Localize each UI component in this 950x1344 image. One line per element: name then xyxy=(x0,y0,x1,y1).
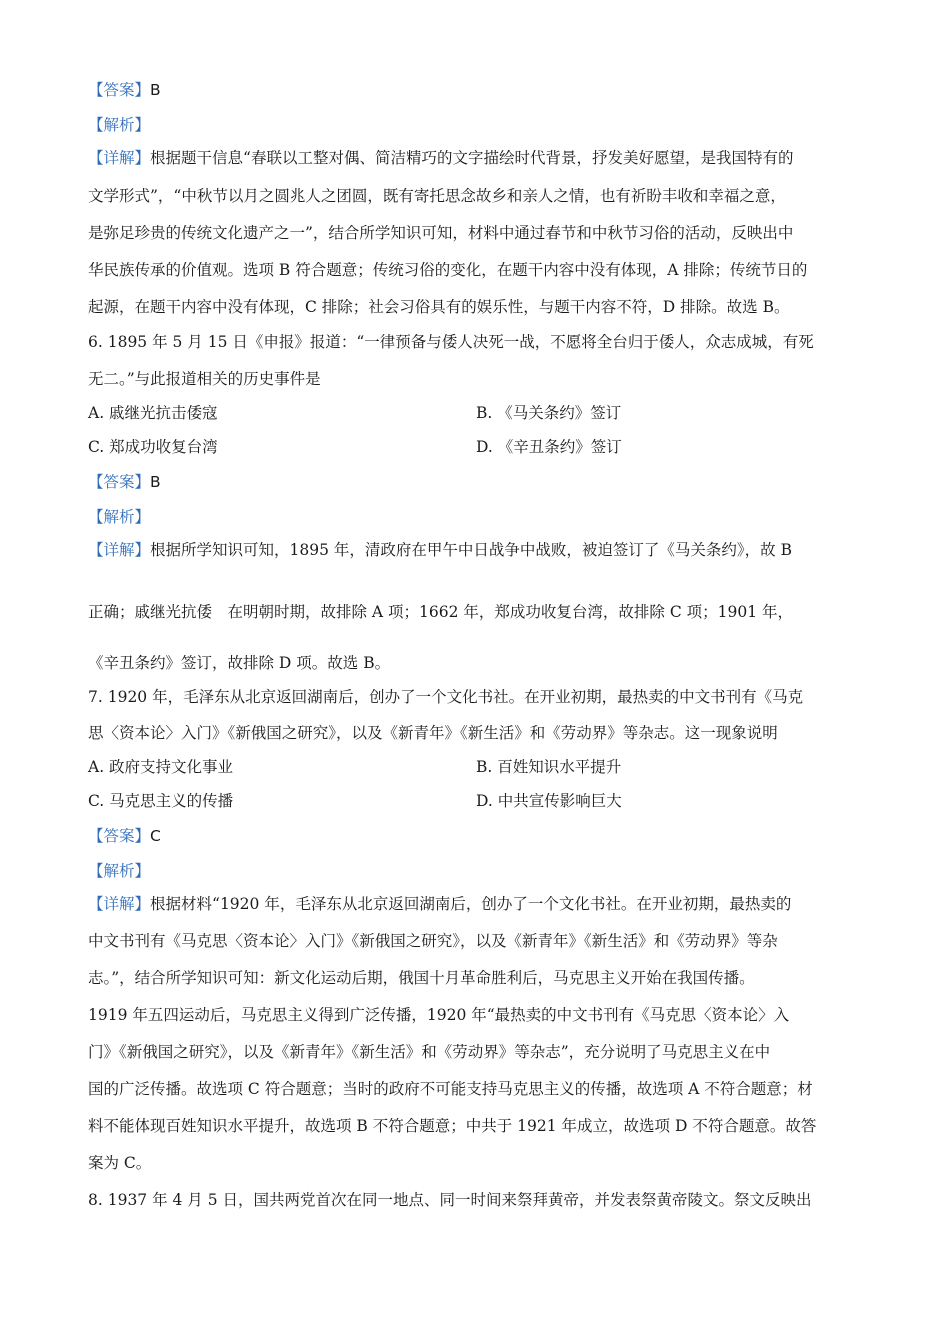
q6-stem-line-2: 无二。”与此报道相关的历史事件是 xyxy=(88,370,321,388)
q5-analysis-label xyxy=(88,114,863,136)
q7-detail-line-6: 国的广泛传播。故选项 C 符合题意；当时的政府不可能支持马克思主义的传播，故选项 A 不符合题意；材 xyxy=(88,1080,813,1098)
q7-detail-line-4: 1919 年五四运动后，马克思主义得到广泛传播，1920 年“最热卖的中文书刊有《马克思〈资本论〉入 xyxy=(88,1006,790,1024)
answer-label: 【答案】 xyxy=(88,473,151,491)
analysis-label: 【解析】 xyxy=(88,508,151,526)
q7-option-c: C. 马克思主义的传播 xyxy=(88,792,234,810)
q7-option-a: A. 政府支持文化事业 xyxy=(88,758,234,776)
q6-detail-line-2: 正确；戚继光抗倭 在明朝时期，故排除 A 项；1662 年，郑成功收复台湾，故排除 C 项；1901 年， xyxy=(88,603,794,621)
analysis-label: 【解析】 xyxy=(88,862,151,880)
q7-detail-line-8: 案为 C。 xyxy=(88,1154,152,1172)
q5-detail-line-3: 是弥足珍贵的传统文化遗产之一”，结合所学知识可知，材料中通过春节和中秋节习俗的活动，反映出中 xyxy=(88,224,794,242)
q5-detail-line-2: 文学形式”，“中秋节以月之圆兆人之团圆，既有寄托思念故乡和亲人之情，也有祈盼丰收和幸福之意， xyxy=(88,187,786,205)
q5-detail-line-4: 华民族传承的价值观。选项 B 符合题意；传统习俗的变化，在题干内容中没有体现，A 排除；传统节日的 xyxy=(88,261,808,279)
q5-answer-line xyxy=(88,79,863,101)
q6-detail-line-3: 《辛丑条约》签订，故排除 D 项。故选 B。 xyxy=(88,654,391,672)
q6-option-b: B. 《马关条约》签订 xyxy=(476,404,622,422)
analysis-label: 【解析】 xyxy=(88,116,151,134)
q7-detail-line-5: 门》《新俄国之研究》，以及《新青年》《新生活》和《劳动界》等杂志”，充分说明了马克思主义在中 xyxy=(88,1043,771,1061)
q7-analysis-label xyxy=(88,860,863,882)
q6-option-d: D. 《辛丑条约》签订 xyxy=(476,438,622,456)
q7-stem-line-1: 7. 1920 年，毛泽东从北京返回湖南后，创办了一个文化书社。在开业初期，最热卖的中文书刊有《马克 xyxy=(88,688,804,706)
q8-stem-line-1: 8. 1937 年 4 月 5 日，国共两党首次在同一地点、同一时间来祭拜黄帝，并发表祭黄帝陵文。祭文反映出 xyxy=(88,1191,812,1209)
q6-analysis-label xyxy=(88,506,863,528)
detail-label: 【详解】 xyxy=(88,541,151,559)
q6-answer-line xyxy=(88,471,863,493)
q7-option-b: B. 百姓知识水平提升 xyxy=(476,758,622,776)
q6-stem-line-1: 6. 1895 年 5 月 15 日《申报》报道：“一律预备与倭人决死一战，不愿将全台归于倭人，众志成城，有死 xyxy=(88,333,814,351)
q6-option-a: A. 戚继光抗击倭寇 xyxy=(88,404,218,422)
detail-label: 【详解】 xyxy=(88,149,151,167)
q7-detail-line-2: 中文书刊有《马克思〈资本论〉入门》《新俄国之研究》，以及《新青年》《新生活》和《劳动界》等杂 xyxy=(88,932,778,950)
q5-detail-line-5: 起源，在题干内容中没有体现，C 排除；社会习俗具有的娱乐性，与题干内容不符，D 排除。故选 B。 xyxy=(88,298,790,316)
q6-detail-line-1: 【详解】根据所学知识可知，1895 年，清政府在甲午中日战争中战败，被迫签订了《马关条约》，故 B xyxy=(88,541,792,559)
q7-answer-value: C xyxy=(150,827,161,845)
q6-option-c: C. 郑成功收复台湾 xyxy=(88,438,218,456)
detail-label: 【详解】 xyxy=(88,895,151,913)
q7-detail-line-7: 料不能体现百姓知识水平提升，故选项 B 不符合题意；中共于 1921 年成立，故选项 D 不符合题意。故答 xyxy=(88,1117,817,1135)
q5-answer-value: B xyxy=(150,81,161,99)
q7-stem-line-2: 思〈资本论〉入门》《新俄国之研究》，以及《新青年》《新生活》和《劳动界》等杂志。这一现象说明 xyxy=(88,724,778,742)
q7-option-d: D. 中共宣传影响巨大 xyxy=(476,792,622,810)
q6-answer-value: B xyxy=(150,473,161,491)
q7-answer-line xyxy=(88,825,863,847)
q5-detail-line-1: 【详解】根据题干信息“春联以工整对偶、简洁精巧的文字描绘时代背景，抒发美好愿望，是我国特有的 xyxy=(88,149,794,167)
q7-detail-line-1: 【详解】根据材料“1920 年，毛泽东从北京返回湖南后，创办了一个文化书社。在开业初期，最热卖的 xyxy=(88,895,792,913)
answer-label: 【答案】 xyxy=(88,827,151,845)
q7-detail-line-3: 志。”，结合所学知识可知：新文化运动后期，俄国十月革命胜利后，马克思主义开始在我国传播。 xyxy=(88,969,755,987)
answer-label: 【答案】 xyxy=(88,81,151,99)
